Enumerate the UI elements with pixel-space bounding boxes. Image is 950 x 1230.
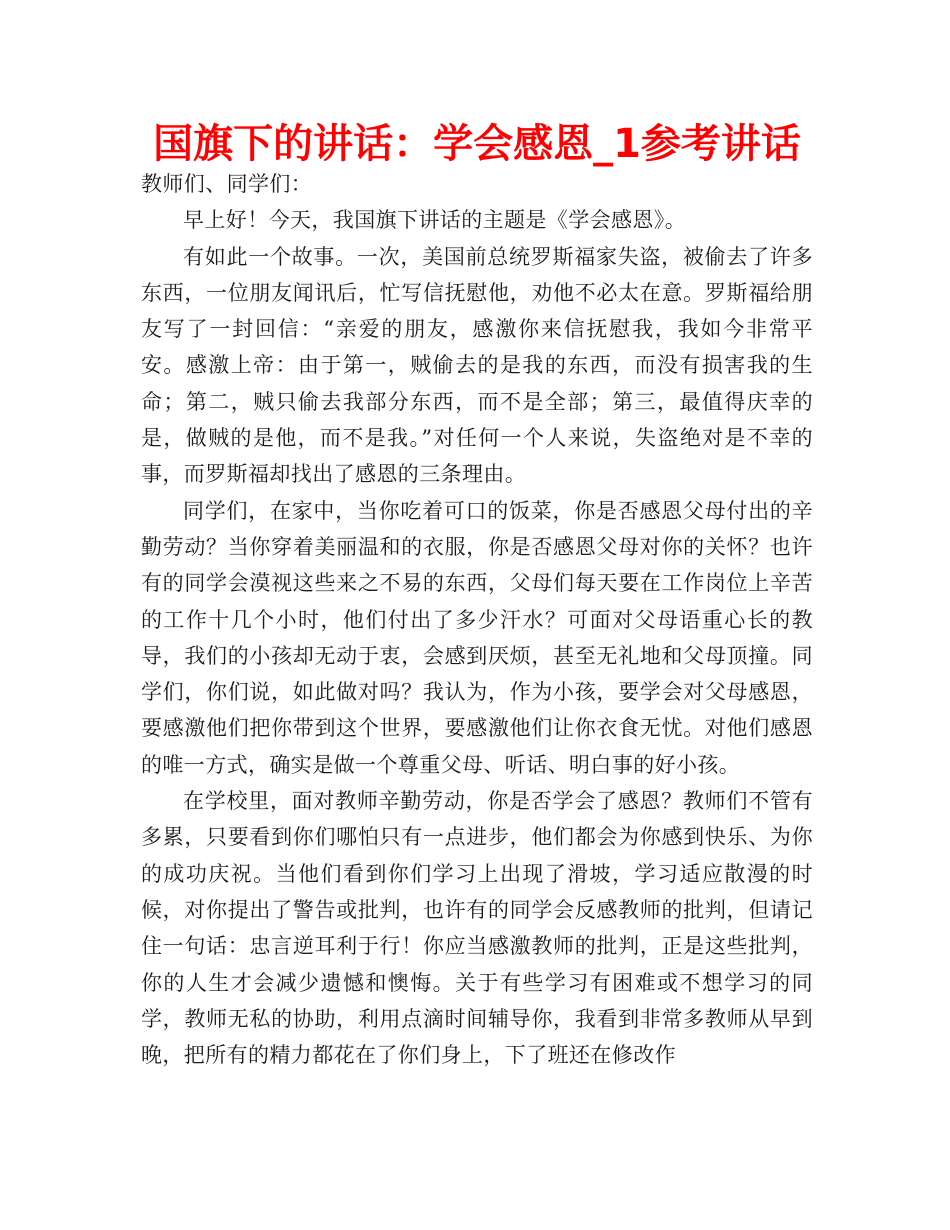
speech-text <box>141 166 813 1073</box>
document-title: 国旗下的讲话：学会感恩_1参考讲话 <box>153 121 801 167</box>
paragraph-greeting: 早上好！今天，我国旗下讲话的主题是《学会感恩》。 <box>183 208 687 233</box>
paragraph-teachers: 在学校里，面对教师辛勤劳动，你是否学会了感恩？教师们不管有多累，只要看到你们哪怕只有一点进步，他们都会为你感到快乐、为你的成功庆祝。当他们看到你们学习上出现了滑坡，学习适应散漫的时候，对你提出了警告或批判，也许有的同学会反感教师的批判，但请记住一句话：忠言逆耳利于行！你应当感激教师的批判，正是这些批判，你的人生才会减少遗憾和懊悔。关于有些学习有困难或不想学习的同学，教师无私的协助，利用点滴时间辅导你，我看到非常多教师从早到晚，把所有的精力都花在了你们身上，下了班还在修改作 <box>141 789 813 1068</box>
paragraph-roosevelt-story: 有如此一个故事。一次，美国前总统罗斯福家失盗，被偷去了许多东西，一位朋友闻讯后，忙写信抚慰他，劝他不必太在意。罗斯福给朋友写了一封回信：“亲爱的朋友，感激你来信抚慰我，我如今非常平安。感激上帝：由于第一，贼偷去的是我的东西，而没有损害我的生命；第二，贼只偷去我部分东西，而不是全部；第三，最值得庆幸的是，做贼的是他，而不是我。”对任何一个人来说，失盗绝对是不幸的事，而罗斯福却找出了感恩的三条理由。 <box>141 244 813 487</box>
document-body <box>141 118 813 1073</box>
paragraph-parents: 同学们，在家中，当你吃着可口的饭菜，你是否感恩父母付出的辛勤劳动？当你穿着美丽温和的衣服，你是否感恩父母对你的关怀？也许有的同学会漠视这些来之不易的东西，父母们每天要在工作岗位上辛苦的工作十几个小时，他们付出了多少汗水？可面对父母语重心长的教导，我们的小孩却无动于衷，会感到厌烦，甚至无礼地和父母顶撞。同学们，你们说，如此做对吗？我认为，作为小孩，要学会对父母感恩，要感激他们把你带到这个世界，要感激他们让你衣食无忧。对他们感恩的唯一方式，确实是做一个尊重父母、听话、明白事的好小孩。 <box>141 498 813 777</box>
salutation: 教师们、同学们： <box>141 172 313 196</box>
